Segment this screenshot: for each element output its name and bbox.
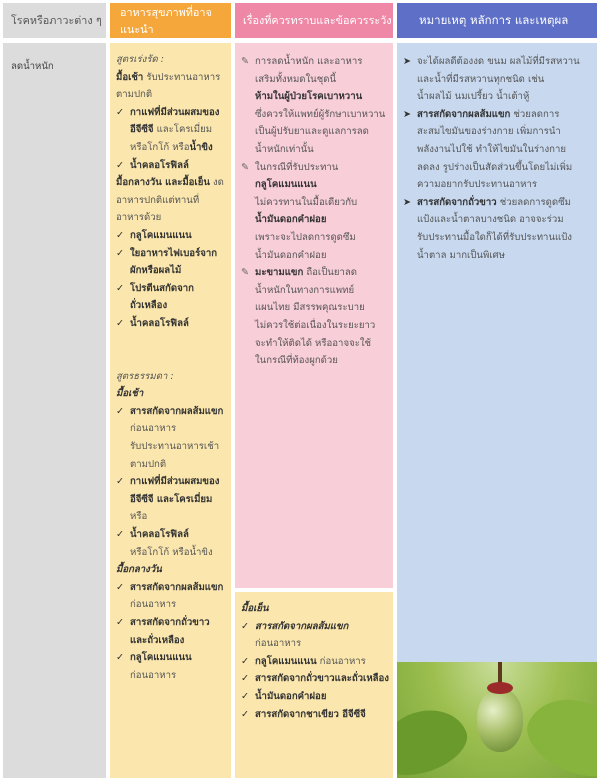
- header-food-label: อาหารสุขภาพที่อาจแนะนำ: [120, 5, 212, 36]
- check-icon: ✓: [241, 690, 250, 702]
- check-icon: ✓: [116, 229, 125, 241]
- check-icon: ✓: [241, 708, 250, 720]
- dinner-garcinia-label: สารสกัดจากผลส้มแขก: [255, 620, 349, 632]
- normal-morning-label: มื้อเช้า: [116, 388, 144, 400]
- fiber-label: ใยอาหารไฟเบอร์จาก: [130, 247, 218, 259]
- list-item: [241, 653, 393, 671]
- normal-formula-title: สูตรธรรมดา :: [116, 370, 174, 382]
- caution-a-text-6: น้ำหนักเท่านั้น: [255, 143, 314, 155]
- caution-b-text-1: ในกรณีที่รับประทาน: [255, 161, 339, 173]
- arrow-icon: ➤: [403, 56, 412, 67]
- caution-b-text-3: ไม่ควรทานในมื้อเดียวกับ: [255, 196, 358, 208]
- caution-column: [235, 43, 393, 588]
- caution-c-text-2: น้ำหนักในทางการแพทย์: [255, 284, 355, 296]
- egcg-label: อีจีซีจี: [130, 124, 154, 136]
- fast-morning-text: รับประทานอาหาร: [143, 71, 221, 83]
- dinner-garcinia-text-2: ก่อนอาหาร: [255, 638, 302, 650]
- note-garcinia-label: สารสกัดจากผลส้มแขก: [417, 108, 511, 120]
- list-item: [116, 614, 231, 632]
- note-b-text-5: ความอยากรับประทานอาหาร: [417, 179, 538, 191]
- note-b-text-4: ลดลง รูปร่างเป็นสัดส่วนขึ้นโดยไม่เพิ่ม: [417, 161, 573, 173]
- coffee2-line-2: [116, 491, 231, 509]
- caution-b-text-5: เพราะจะไปลดการดูดซึม: [255, 231, 356, 243]
- spacer: [116, 333, 231, 351]
- check-icon: ✓: [116, 247, 125, 259]
- note-whitebean-label: สารสกัดจากถั่วขาว: [417, 196, 497, 208]
- check-icon: ✓: [116, 617, 125, 628]
- note-a-text-3: น้ำผลไม้ นมเปรี้ยว น้ำเต้าหู้: [417, 91, 530, 103]
- note-item: [403, 53, 597, 71]
- glucomannan2-label: กลูโคแมนแนน: [130, 652, 192, 664]
- pencil-icon: ✎: [241, 161, 250, 173]
- list-item: [116, 104, 231, 122]
- check-icon: ✓: [116, 405, 125, 417]
- fruit-shape: [477, 688, 523, 752]
- chlorophyll-label-3: น้ำคลอโรฟิลล์: [130, 529, 189, 541]
- food-column: [110, 43, 231, 778]
- dinner-safflower-label: น้ำมันดอกคำฝอย: [255, 690, 327, 702]
- leaf-shape: [397, 698, 475, 778]
- disease-column: [3, 43, 106, 778]
- glucomannan-label: กลูโคแมนแนน: [130, 229, 192, 241]
- lunch-abstain-text: งด: [209, 177, 224, 189]
- note-item: [403, 106, 597, 124]
- fast-morning-label: มื้อเช้า: [116, 71, 144, 83]
- garcinia-text-2: ก่อนอาหาร: [130, 423, 177, 435]
- list-item: [241, 706, 393, 724]
- fiber-label-2: ผักหรือผลไม้: [130, 265, 182, 277]
- chlorophyll-label-2: น้ำคลอโรฟิลล์: [130, 317, 189, 329]
- header-caution-label: เรื่องที่ควรทราบและข้อควรระวัง: [243, 14, 392, 27]
- caution-b-text-6: น้ำมันดอกคำฝอย: [255, 249, 327, 261]
- coffee2-label: กาแฟที่มีส่วนผสมของ: [130, 476, 220, 488]
- garcinia-label: สารสกัดจากผลส้มแขก: [130, 405, 224, 417]
- list-item: [241, 670, 393, 688]
- dinner-title: มื้อเย็น: [241, 603, 269, 614]
- caution-item: [241, 264, 393, 282]
- list-item: [116, 579, 231, 597]
- chromium-text: และโครเมี่ยม: [153, 124, 213, 136]
- garcinia2-label: สารสกัดจากผลส้มแขก: [130, 581, 224, 593]
- header-disease: [3, 3, 106, 38]
- caution-c-text-4: ไม่ควรใช้ต่อเนื่องในระยะยาว: [255, 319, 376, 331]
- list-item: [116, 649, 231, 667]
- coffee-line-3: [116, 139, 231, 157]
- list-item: [116, 403, 231, 421]
- header-notes: [397, 3, 597, 38]
- ginger-label: น้ำขิง: [189, 141, 213, 153]
- cocoa-text: หรือโกโก้ หรือ: [130, 141, 190, 153]
- note-b-text-2: สะสมไขมันของร่างกาย เพิ่มการนำ: [417, 126, 561, 138]
- caution-a-text-1: การลดน้ำหนัก และอาหาร: [255, 56, 363, 67]
- list-item: [116, 526, 231, 544]
- dinner-glucomannan-label: กลูโคแมนแนน: [255, 655, 317, 667]
- garcinia-text-3: รับประทานอาหารเช้า: [130, 441, 220, 453]
- coffee2-text-3: หรือ: [130, 511, 148, 523]
- lunch2-title: มื้อกลางวัน: [116, 564, 162, 576]
- note-c-text-3: รับประทานมื้อใดก็ได้ที่รับประทานแป้ง: [417, 231, 572, 243]
- header-caution: [235, 3, 393, 38]
- dinner-whitebean-label: สารสกัดจากถั่วขาวและถั่วเหลือง: [255, 673, 389, 685]
- check-icon: ✓: [116, 581, 125, 593]
- note-c-text-4: น้ำตาล มากเป็นพิเศษ: [417, 249, 505, 261]
- fast-morning-line: [116, 69, 231, 87]
- check-icon: ✓: [116, 529, 125, 541]
- arrow-icon: ➤: [403, 108, 412, 120]
- note-b-text-3: พลังงานไปใช้ ทำให้ไขมันในร่างกาย: [417, 143, 566, 155]
- list-item: [116, 473, 231, 491]
- header-notes-label: หมายเหตุ หลักการ และเหตุผล: [419, 12, 569, 27]
- check-icon: ✓: [241, 655, 250, 667]
- caution-item: [241, 159, 393, 177]
- check-icon: ✓: [116, 282, 125, 294]
- arrow-icon: ➤: [403, 196, 412, 208]
- check-icon: ✓: [241, 620, 250, 632]
- list-item: [116, 315, 231, 333]
- protein-label: โปรตีนสกัดจาก: [130, 282, 194, 294]
- caution-c-text-6: ในกรณีที่ท้องผูกด้วย: [255, 355, 338, 367]
- caution-c-text-5: จะทำให้ติดได้ หรืออาจจะใช้: [255, 337, 372, 349]
- garcinia2-text-2: ก่อนอาหาร: [130, 599, 177, 611]
- chromium2-text: และโครเมี่ยม: [153, 493, 213, 505]
- fast-formula-title: สูตรเร่งรัด :: [116, 54, 165, 65]
- coffee-line-2: [116, 121, 231, 139]
- check-icon: ✓: [116, 317, 125, 329]
- caution-a-text-5: เป็นผู้ปรับยาและดูแลการลด: [255, 126, 369, 138]
- check-icon: ✓: [241, 673, 250, 685]
- dinner-glucomannan-text: ก่อนอาหาร: [316, 655, 366, 667]
- caution-a-text-4: ซึ่งควรให้แพทย์ผู้รักษาเบาหวาน: [255, 108, 386, 120]
- fast-morning-text-2: ตามปกติ: [116, 89, 153, 101]
- protein-label-2: ถั่วเหลือง: [130, 300, 168, 312]
- check-icon: ✓: [116, 159, 125, 171]
- note-c-text-2: แป้งและน้ำตาลบางชนิด อาจจะร่วม: [417, 214, 564, 226]
- list-item: [241, 688, 393, 706]
- caution-c-text-3: แผนไทย มีสรรพคุณระบาย: [255, 302, 365, 314]
- garcinia-text-4: ตามปกติ: [130, 458, 167, 470]
- disease-name: ลดน้ำหนัก: [11, 61, 54, 72]
- check-icon: ✓: [116, 106, 125, 118]
- garcinia-fruit-image: [397, 662, 597, 778]
- fruit-cap-shape: [487, 682, 513, 694]
- whitebean-label: สารสกัดจากถั่วขาว: [130, 617, 210, 628]
- dinner-column: [235, 592, 393, 778]
- caution-b-text-4: น้ำมันดอกคำฝอย: [255, 214, 327, 226]
- check-icon: ✓: [116, 652, 125, 664]
- leaf-shape: [517, 684, 597, 778]
- egcg2-label: อีจีซีจี: [130, 493, 154, 505]
- pencil-icon: ✎: [241, 56, 250, 67]
- list-item: [241, 618, 393, 636]
- lunch-dinner-label: มื้อกลางวัน และมื้อเย็น: [116, 177, 210, 189]
- header-food: [110, 3, 231, 38]
- pencil-icon: ✎: [241, 267, 250, 279]
- caution-a-text-2: เสริมทั้งหมดในชุดนี้: [255, 73, 337, 85]
- chlorophyll-label: น้ำคลอโรฟิลล์: [130, 159, 189, 171]
- coffee-label: กาแฟที่มีส่วนผสมของ: [130, 106, 220, 118]
- caution-b-text-2: กลูโคแมนแนน: [255, 179, 317, 191]
- spacer: [116, 350, 231, 368]
- list-item: [116, 227, 231, 245]
- chlorophyll3-text-2: หรือโกโก้ หรือน้ำขิง: [130, 546, 213, 558]
- list-item: [116, 157, 231, 175]
- note-a-text-1: จะได้ผลดีต้องงด ขนม ผลไม้ที่มีรสหวาน: [417, 56, 580, 67]
- lunch-line: [116, 174, 231, 192]
- dinner-greentea-label: สารสกัดจากชาเขียว อีจีซีจี: [255, 708, 366, 720]
- lunch-text-3: อาหารด้วย: [116, 212, 162, 224]
- senna-label: มะขามแขก: [255, 267, 304, 279]
- list-item: [116, 245, 231, 263]
- glucomannan2-text-2: ก่อนอาหาร: [130, 669, 177, 681]
- header-disease-label: โรคหรือภาวะต่าง ๆ: [11, 14, 102, 27]
- note-b-text-1: ช่วยลดการ: [510, 108, 560, 120]
- list-item: [116, 280, 231, 298]
- note-c-text-1: ช่วยลดการดูดซึม: [496, 196, 571, 208]
- note-a-text-2: และน้ำที่มีรสหวานทุกชนิด เช่น: [417, 73, 545, 85]
- lunch-text-2: อาหารปกติแต่ทานที่: [116, 194, 200, 206]
- note-item: [403, 194, 597, 212]
- caution-item: [241, 53, 393, 71]
- caution-a-text-3: ห้ามในผู้ป่วยโรคเบาหวาน: [255, 91, 363, 103]
- whitebean-label-2: และถั่วเหลือง: [130, 634, 185, 646]
- check-icon: ✓: [116, 476, 125, 488]
- caution-c-text-1: ถือเป็นยาลด: [303, 267, 357, 279]
